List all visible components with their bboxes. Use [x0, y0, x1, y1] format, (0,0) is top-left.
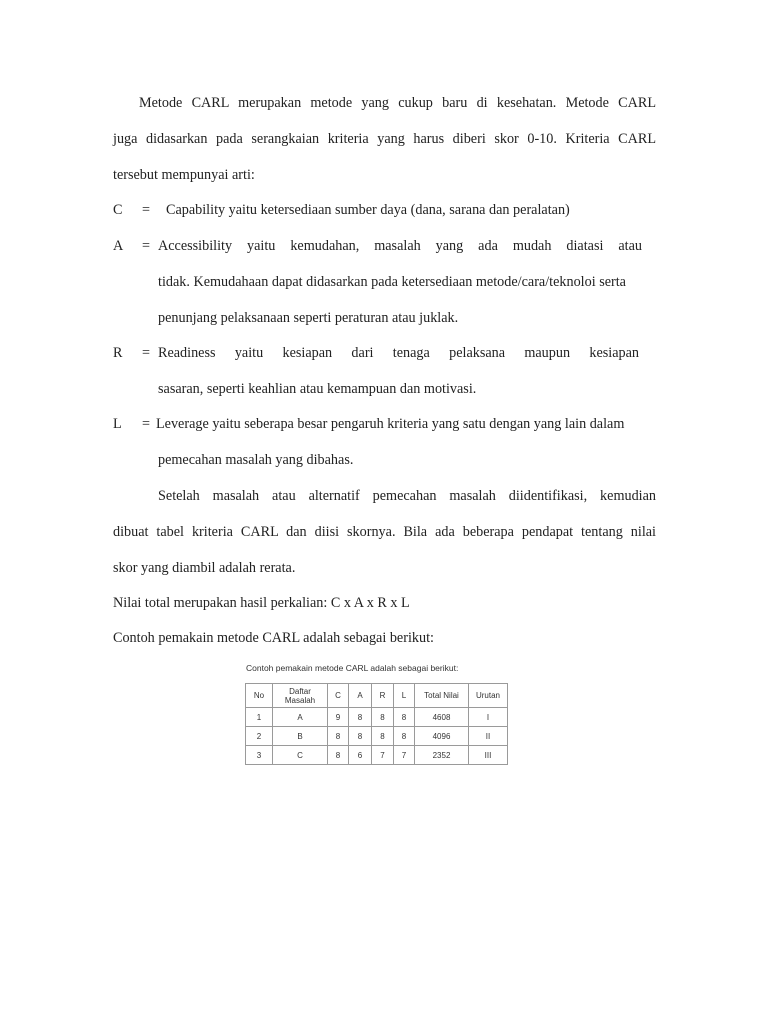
header-total-nilai: Total Nilai: [415, 684, 469, 708]
table-caption: Contoh pemakain metode CARL adalah sebagai berikut:: [246, 663, 459, 673]
definition-l: [113, 406, 656, 478]
intro-paragraph: [113, 85, 656, 193]
definition-equals: =: [142, 345, 151, 361]
second-line-2: dibuat tabel kriteria CARL dan diisi skornya. Bila ada beberapa pendapat tentang nilai: [113, 524, 656, 540]
cell-masalah: A: [273, 708, 328, 727]
cell-a: 8: [349, 727, 372, 746]
cell-a: 8: [349, 708, 372, 727]
header-c: C: [328, 684, 349, 708]
cell-no: 1: [246, 708, 273, 727]
header-daftar-masalah: Daftar Masalah: [273, 684, 328, 708]
definition-text: Accessibility yaitu kemudahan, masalah yang ada mudah diatasi atau: [158, 238, 642, 254]
cell-a: 6: [349, 746, 372, 765]
cell-urutan: I: [469, 708, 508, 727]
cell-l: 8: [394, 708, 415, 727]
definition-letter: L: [113, 416, 122, 432]
cell-c: 9: [328, 708, 349, 727]
second-line-3: skor yang diambil adalah rerata.: [113, 560, 296, 576]
example-line: Contoh pemakain metode CARL adalah sebagai berikut:: [113, 630, 434, 646]
cell-urutan: II: [469, 727, 508, 746]
cell-total: 4608: [415, 708, 469, 727]
formula-line: Nilai total merupakan hasil perkalian: C x A x R x L: [113, 595, 410, 611]
cell-total: 4096: [415, 727, 469, 746]
header-a: A: [349, 684, 372, 708]
definition-letter: R: [113, 345, 123, 361]
cell-urutan: III: [469, 746, 508, 765]
definition-letter: A: [113, 238, 124, 254]
definition-c: [113, 192, 656, 228]
header-r: R: [372, 684, 394, 708]
table-row: [246, 746, 508, 765]
second-line-1: Setelah masalah atau alternatif pemecahan masalah diidentifikasi, kemudian: [158, 488, 656, 504]
cell-l: 8: [394, 727, 415, 746]
cell-no: 2: [246, 727, 273, 746]
cell-r: 8: [372, 727, 394, 746]
cell-c: 8: [328, 746, 349, 765]
definition-text: tidak. Kemudahaan dapat didasarkan pada ketersediaan metode/cara/teknoloi serta: [158, 274, 626, 290]
definition-text: sasaran, seperti keahlian atau kemampuan dan motivasi.: [158, 381, 477, 397]
cell-masalah: C: [273, 746, 328, 765]
second-paragraph: [113, 478, 656, 586]
cell-total: 2352: [415, 746, 469, 765]
definition-letter: C: [113, 202, 123, 218]
intro-line-3: tersebut mempunyai arti:: [113, 167, 255, 183]
header-urutan: Urutan: [469, 684, 508, 708]
definition-text: pemecahan masalah yang dibahas.: [158, 452, 354, 468]
definition-equals: =: [142, 416, 151, 432]
intro-line-1: Metode CARL merupakan metode yang cukup baru di kesehatan. Metode CARL: [139, 95, 656, 111]
cell-l: 7: [394, 746, 415, 765]
definition-equals: =: [142, 238, 151, 254]
definition-r: [113, 335, 656, 407]
carl-table: [245, 683, 508, 765]
header-no: No: [246, 684, 273, 708]
table-header-row: [246, 684, 508, 708]
definition-a: [113, 228, 656, 336]
cell-masalah: B: [273, 727, 328, 746]
cell-c: 8: [328, 727, 349, 746]
definition-text: Readiness yaitu kesiapan dari tenaga pelaksana maupun kesiapan: [158, 345, 639, 361]
cell-no: 3: [246, 746, 273, 765]
definition-text: penunjang pelaksanaan seperti peraturan atau juklak.: [158, 310, 459, 326]
definition-text: Leverage yaitu seberapa besar pengaruh kriteria yang satu dengan yang lain dalam: [156, 416, 625, 432]
definition-text: Capability yaitu ketersediaan sumber daya (dana, sarana dan peralatan): [166, 202, 570, 218]
definition-equals: =: [142, 202, 151, 218]
intro-line-2: juga didasarkan pada serangkaian kriteria yang harus diberi skor 0-10. Kriteria CARL: [113, 131, 656, 147]
cell-r: 8: [372, 708, 394, 727]
table-row: [246, 708, 508, 727]
table-row: [246, 727, 508, 746]
header-l: L: [394, 684, 415, 708]
cell-r: 7: [372, 746, 394, 765]
